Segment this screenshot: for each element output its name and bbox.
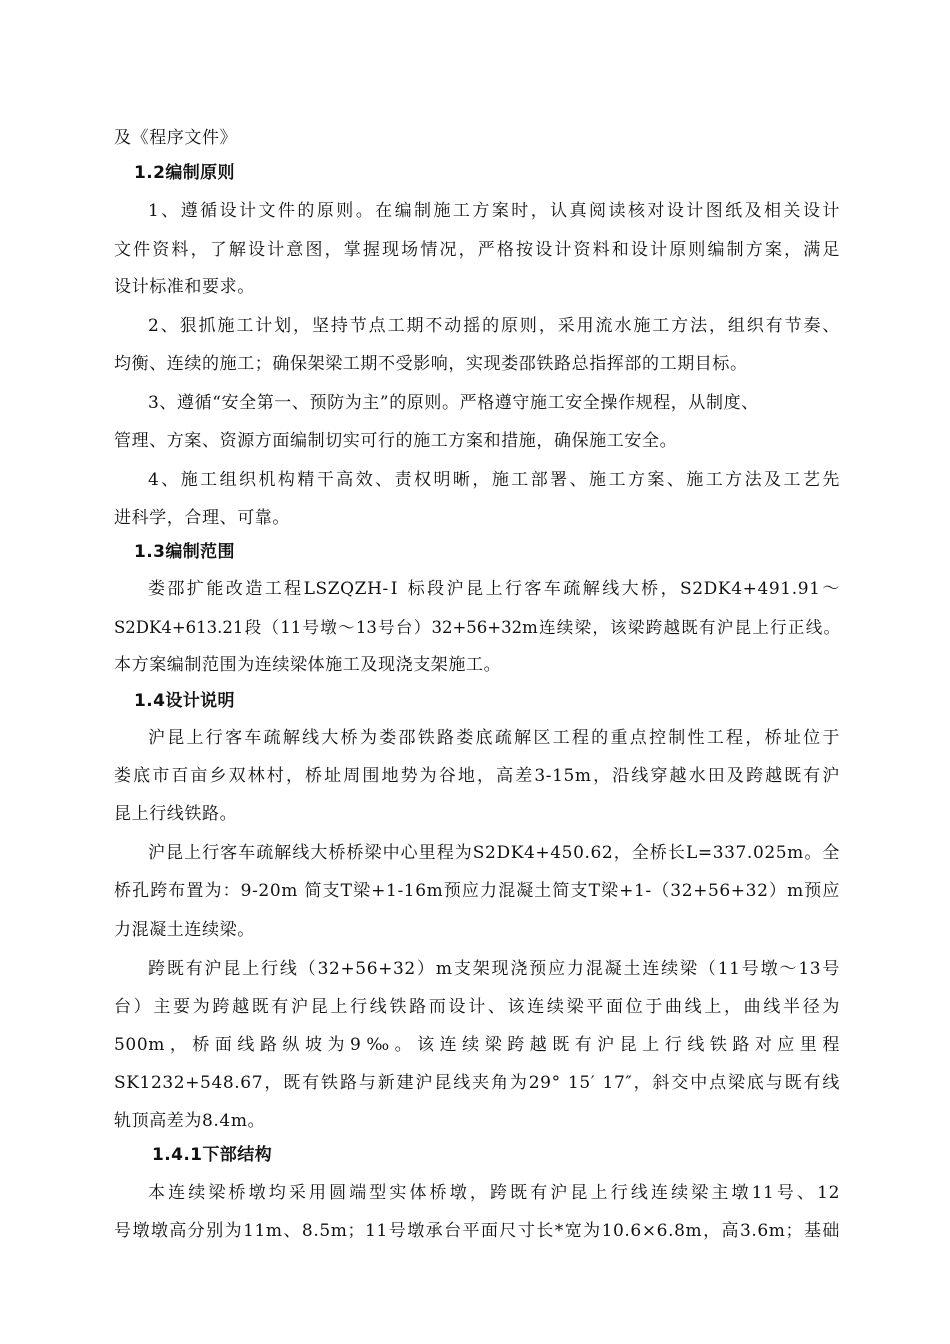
text-line: 500m，桥面线路纵坡为9‰。该连续梁跨越既有沪昆上行线铁路对应里程 (114, 1035, 840, 1055)
text-line: 轨顶高差为8.4m。 (114, 1111, 266, 1131)
section-heading-1-4-1: 1.4.1下部结构 (152, 1145, 273, 1165)
text-line: 号墩墩高分别为11m、8.5m；11号墩承台平面尺寸长*宽为10.6×6.8m，高3.6m；基础 (114, 1221, 840, 1241)
text-line: 进科学，合理、可靠。 (114, 508, 290, 528)
text-line: 设计标准和要求。 (114, 277, 255, 297)
section-heading-1-4: 1.4设计说明 (134, 691, 235, 711)
text-line: 3、遵循“安全第一、预防为主”的原则。严格遵守施工安全操作规程，从制度、 (148, 393, 759, 413)
text-line: 娄邵扩能改造工程LSZQZH-Ⅰ 标段沪昆上行客车疏解线大桥，S2DK4+491.91～ (148, 579, 840, 599)
text-line: 跨既有沪昆上行线（32+56+32）m支架现浇预应力混凝土连续梁（11号墩～13号 (148, 959, 840, 979)
text-line: 2、狠抓施工计划，坚持节点工期不动摇的原则，采用流水施工方法，组织有节奏、 (148, 316, 840, 336)
text-line: 沪昆上行客车疏解线大桥桥梁中心里程为S2DK4+450.62，全桥长L=337.025m。全 (148, 843, 840, 863)
text-line: 本连续梁桥墩均采用圆端型实体桥墩，跨既有沪昆上行线连续梁主墩11号、12 (148, 1183, 840, 1203)
section-heading-1-3: 1.3编制范围 (134, 542, 235, 562)
text-line: 均衡、连续的施工；确保架梁工期不受影响，实现娄邵铁路总指挥部的工期目标。 (114, 354, 748, 374)
text-line: 昆上行线铁路。 (114, 804, 238, 824)
text-line: 力混凝土连续梁。 (114, 920, 255, 940)
section-heading-1-2: 1.2编制原则 (134, 163, 235, 183)
text-line: 管理、方案、资源方面编制切实可行的施工方案和措施，确保施工安全。 (114, 431, 678, 451)
text-line: 文件资料，了解设计意图，掌握现场情况，严格按设计资料和设计原则编制方案，满足 (114, 240, 840, 260)
text-line: 沪昆上行客车疏解线大桥为娄邵铁路娄底疏解区工程的重点控制性工程，桥址位于 (148, 728, 840, 748)
text-line: 4、施工组织机构精干高效、责权明晰，施工部署、施工方案、施工方法及工艺先 (148, 470, 840, 490)
text-line: 台）主要为跨越既有沪昆上行线铁路而设计、该连续梁平面位于曲线上，曲线半径为 (114, 997, 840, 1017)
text-line: 桥孔跨布置为：9-20m 简支T梁+1-16m预应力混凝土简支T梁+1-（32+56+32）m预应 (114, 881, 840, 901)
text-line: 1、遵循设计文件的原则。在编制施工方案时，认真阅读核对设计图纸及相关设计 (148, 201, 840, 221)
text-line: 娄底市百亩乡双林村，桥址周围地势为谷地，高差3-15m，沿线穿越水田及跨越既有沪 (114, 766, 840, 786)
text-line: 本方案编制范围为连续梁体施工及现浇支架施工。 (114, 655, 502, 675)
text-line: 及《程序文件》 (114, 128, 238, 148)
text-line: SK1232+548.67，既有铁路与新建沪昆线夹角为29° 15′ 17″，斜交中点梁底与既有线 (114, 1073, 840, 1093)
text-line: S2DK4+613.21段（11号墩～13号台）32+56+32m连续梁，该梁跨越既有沪昆上行正线。 (114, 618, 840, 637)
